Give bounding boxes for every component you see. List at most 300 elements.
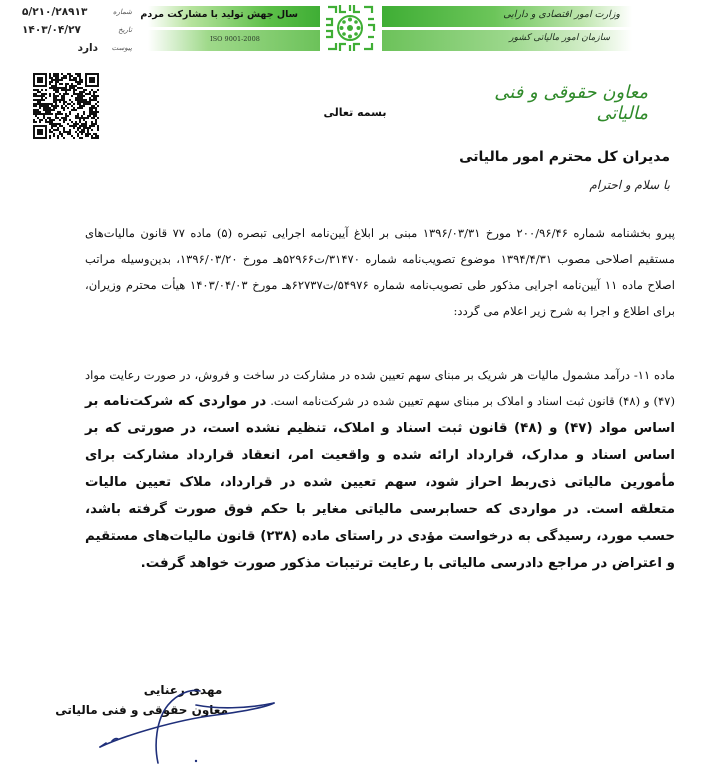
qr-module <box>43 105 45 107</box>
qr-module <box>85 121 87 123</box>
qr-module <box>79 97 81 99</box>
qr-module <box>53 87 55 89</box>
qr-module <box>47 105 49 107</box>
qr-module <box>79 91 81 93</box>
qr-module <box>49 121 51 123</box>
qr-module <box>95 135 97 137</box>
qr-module <box>73 127 75 129</box>
qr-module <box>45 111 47 113</box>
qr-module <box>37 111 39 113</box>
qr-module <box>41 103 43 105</box>
qr-module <box>65 101 67 103</box>
qr-module <box>81 95 83 97</box>
qr-module <box>69 119 71 121</box>
qr-module <box>43 109 45 111</box>
qr-module <box>79 95 81 97</box>
qr-module <box>83 89 85 91</box>
qr-module <box>67 73 69 75</box>
qr-module <box>77 73 79 75</box>
qr-module <box>35 103 37 105</box>
qr-module <box>49 75 51 77</box>
qr-module <box>83 123 85 125</box>
qr-module <box>71 83 73 85</box>
qr-module <box>53 107 55 109</box>
qr-module <box>43 93 45 95</box>
qr-module <box>37 89 39 91</box>
qr-module <box>63 89 65 91</box>
qr-module <box>87 135 89 137</box>
qr-module <box>93 113 95 115</box>
qr-module <box>55 83 57 85</box>
qr-module <box>79 87 81 89</box>
qr-module <box>73 125 75 127</box>
qr-module <box>79 131 81 133</box>
qr-module <box>61 99 63 101</box>
qr-module <box>41 93 43 95</box>
qr-module <box>97 95 99 97</box>
qr-module <box>79 73 81 75</box>
qr-module <box>89 109 91 111</box>
qr-module <box>35 95 37 97</box>
qr-module <box>61 105 63 107</box>
qr-module <box>39 121 41 123</box>
qr-module <box>65 91 67 93</box>
qr-module <box>77 103 79 105</box>
qr-module <box>69 79 71 81</box>
qr-module <box>89 113 91 115</box>
qr-module <box>75 81 77 83</box>
qr-module <box>95 111 97 113</box>
letter-attachment-label: پیوست <box>111 44 132 52</box>
qr-module <box>77 113 79 115</box>
qr-module <box>45 107 47 109</box>
qr-module <box>33 111 35 113</box>
qr-module <box>91 121 93 123</box>
qr-module <box>85 125 87 127</box>
qr-module <box>51 123 53 125</box>
qr-module <box>43 103 45 105</box>
qr-module <box>81 105 83 107</box>
qr-module <box>53 97 55 99</box>
qr-module <box>49 113 51 115</box>
qr-module <box>49 123 51 125</box>
qr-module <box>89 99 91 101</box>
qr-module <box>75 93 77 95</box>
letter-date-value: ۱۴۰۳/۰۴/۲۷ <box>22 24 81 36</box>
qr-module <box>33 113 35 115</box>
qr-module <box>59 133 61 135</box>
qr-module <box>77 107 79 109</box>
qr-module <box>61 133 63 135</box>
letter-number-row <box>22 4 132 20</box>
qr-module <box>53 99 55 101</box>
qr-module <box>97 117 99 119</box>
qr-module <box>81 129 83 131</box>
qr-module <box>71 95 73 97</box>
qr-module <box>51 103 53 105</box>
qr-module <box>73 79 75 81</box>
qr-module <box>51 85 53 87</box>
qr-module <box>55 77 57 79</box>
qr-module <box>51 125 53 127</box>
qr-module <box>95 109 97 111</box>
qr-module <box>91 137 93 139</box>
qr-module <box>81 107 83 109</box>
qr-module <box>77 117 79 119</box>
qr-module <box>35 113 37 115</box>
qr-code-icon[interactable] <box>33 73 99 139</box>
qr-module <box>95 95 97 97</box>
qr-module <box>83 105 85 107</box>
qr-module <box>97 89 99 91</box>
qr-module <box>95 119 97 121</box>
qr-module <box>49 95 51 97</box>
qr-module <box>37 101 39 103</box>
qr-module <box>53 109 55 111</box>
qr-module <box>55 87 57 89</box>
qr-module <box>91 117 93 119</box>
qr-module <box>69 75 71 77</box>
qr-module <box>85 99 87 101</box>
qr-module <box>83 125 85 127</box>
qr-module <box>33 121 35 123</box>
qr-module <box>81 115 83 117</box>
qr-module <box>59 125 61 127</box>
qr-module <box>77 97 79 99</box>
qr-module <box>67 131 69 133</box>
qr-module <box>95 133 97 135</box>
qr-module <box>61 135 63 137</box>
qr-module <box>75 73 77 75</box>
iso-certification: ISO 9001-2008 <box>210 35 260 43</box>
body-paragraph-reference: پیرو بخشنامه شماره ۲۰۰/۹۶/۴۶ مورخ ۱۳۹۶/۰۳/۳۱ مبنی بر ابلاغ آیین‌نامه اجرایی تبصره (۵) ماده ۷۷ قانون مالیات‌های مستقیم اصلاحی مصوب ۱۳۹۴/۴/۳۱ موضوع تصویب‌نامه شماره ۳۱۴۷۰/ت۵۲۹۶۶هـ مورخ ۱۳۹۶/۰۳/۲۰، بدین‌وسیله مراتب اصلاح ماده ۱۱ آیین‌نامه اجرایی مذکور طی تصویب‌نامه شماره ۵۴۹۷۶/ت۶۲۷۳۷هـ مورخ ۱۴۰۳/۰۴/۰۳ هیأت محترم وزیران، برای اطلاع و اجرا به شرح زیر اعلام می گردد: <box>85 226 676 318</box>
qr-module <box>83 129 85 131</box>
qr-module <box>61 73 63 75</box>
qr-module <box>55 123 57 125</box>
qr-module <box>81 99 83 101</box>
qr-module <box>89 115 91 117</box>
handwritten-signature-icon <box>55 675 286 770</box>
qr-module <box>93 117 95 119</box>
qr-module <box>83 95 85 97</box>
qr-module <box>77 123 79 125</box>
qr-module <box>81 81 83 83</box>
qr-module <box>57 81 59 83</box>
qr-module <box>39 95 41 97</box>
qr-module <box>77 81 79 83</box>
qr-module <box>73 107 75 109</box>
qr-module <box>51 127 53 129</box>
qr-module <box>43 117 45 119</box>
qr-module <box>93 105 95 107</box>
qr-module <box>45 89 47 91</box>
qr-module <box>35 121 37 123</box>
qr-module <box>63 99 65 101</box>
qr-module <box>61 107 63 109</box>
qr-module <box>71 125 73 127</box>
qr-module <box>63 129 65 131</box>
qr-module <box>47 121 49 123</box>
qr-module <box>45 121 47 123</box>
qr-module <box>75 97 77 99</box>
qr-module <box>37 91 39 93</box>
qr-module <box>41 113 43 115</box>
qr-module <box>49 81 51 83</box>
qr-module <box>79 121 81 123</box>
qr-module <box>39 105 41 107</box>
qr-module <box>43 113 45 115</box>
qr-module <box>65 113 67 115</box>
year-slogan: سال جهش تولید با مشارکت مردم <box>140 9 298 20</box>
qr-module <box>71 135 73 137</box>
qr-module <box>53 105 55 107</box>
qr-module <box>51 105 53 107</box>
qr-module <box>51 79 53 81</box>
qr-module <box>75 121 77 123</box>
qr-module <box>47 107 49 109</box>
bismillah-heading: بسمه تعالی <box>323 106 387 119</box>
qr-module <box>73 103 75 105</box>
qr-module <box>63 95 65 97</box>
qr-module <box>41 105 43 107</box>
qr-module <box>45 97 47 99</box>
qr-module <box>37 113 39 115</box>
qr-module <box>91 105 93 107</box>
qr-module <box>63 121 65 123</box>
qr-module <box>57 77 59 79</box>
qr-module <box>85 127 87 129</box>
qr-module <box>73 89 75 91</box>
qr-module <box>55 81 57 83</box>
letter-number-label: شماره <box>112 8 132 16</box>
qr-module <box>79 117 81 119</box>
qr-module <box>89 101 91 103</box>
qr-module <box>61 97 63 99</box>
qr-module <box>75 85 77 87</box>
qr-module <box>57 87 59 89</box>
qr-finder-pattern <box>37 129 43 135</box>
qr-module <box>49 73 51 75</box>
qr-module <box>33 119 35 121</box>
qr-module <box>93 91 95 93</box>
qr-module <box>81 97 83 99</box>
qr-module <box>87 93 89 95</box>
qr-module <box>71 85 73 87</box>
qr-module <box>61 113 63 115</box>
qr-module <box>53 85 55 87</box>
qr-module <box>49 87 51 89</box>
qr-module <box>57 79 59 81</box>
qr-module <box>39 91 41 93</box>
qr-module <box>93 99 95 101</box>
qr-module <box>89 97 91 99</box>
qr-module <box>59 131 61 133</box>
qr-module <box>83 131 85 133</box>
qr-module <box>61 117 63 119</box>
qr-module <box>93 125 95 127</box>
qr-module <box>73 91 75 93</box>
qr-module <box>49 137 51 139</box>
qr-module <box>83 99 85 101</box>
qr-module <box>55 105 57 107</box>
qr-module <box>53 123 55 125</box>
qr-module <box>65 131 67 133</box>
qr-module <box>45 109 47 111</box>
qr-module <box>69 87 71 89</box>
qr-module <box>81 91 83 93</box>
qr-module <box>57 137 59 139</box>
qr-module <box>51 113 53 115</box>
qr-module <box>69 85 71 87</box>
qr-module <box>41 97 43 99</box>
qr-module <box>87 115 89 117</box>
qr-module <box>53 79 55 81</box>
qr-module <box>81 131 83 133</box>
qr-module <box>81 137 83 139</box>
qr-module <box>81 123 83 125</box>
qr-module <box>81 93 83 95</box>
qr-module <box>49 103 51 105</box>
qr-module <box>65 93 67 95</box>
qr-module <box>89 91 91 93</box>
qr-module <box>93 97 95 99</box>
qr-module <box>85 123 87 125</box>
qr-module <box>93 137 95 139</box>
qr-module <box>51 77 53 79</box>
qr-module <box>79 105 81 107</box>
qr-module <box>79 101 81 103</box>
qr-module <box>63 103 65 105</box>
qr-module <box>85 135 87 137</box>
qr-module <box>87 103 89 105</box>
qr-module <box>85 89 87 91</box>
qr-module <box>55 79 57 81</box>
qr-module <box>33 99 35 101</box>
qr-module <box>41 99 43 101</box>
qr-module <box>65 105 67 107</box>
qr-module <box>71 75 73 77</box>
qr-module <box>59 101 61 103</box>
qr-module <box>63 117 65 119</box>
qr-module <box>59 119 61 121</box>
qr-module <box>55 99 57 101</box>
qr-module <box>83 127 85 129</box>
qr-module <box>79 125 81 127</box>
article-11-bold-text: در مواردی که شرکت‌نامه بر اساس مواد (۴۷) و (۴۸) قانون ثبت اسناد و املاک، تنظیم نشده است، در صورتی که بر اساس اسناد و مدارک، قرارداد ارائه شده و واقعیت امر، انعقاد قرارداد مشارکت برای مأمورین مالیاتی ذی‌ربط احراز شود، سهم تعیین شده در قرارداد، ملاک تعیین مالیات متعلقه است. در مواردی که حسابرسی مالیاتی مغایر با حکم فوق صورت گرفته باشد، حسب مورد، رسیدگی به درخواست مؤدی در راستای ماده (۲۳۸) قانون مالیات‌های مستقیم و اعتراض در مراجع دادرسی مالیاتی با رعایت ترتیبات مذکور صورت خواهد گرفت. <box>85 394 676 571</box>
qr-module <box>49 117 51 119</box>
qr-module <box>49 93 51 95</box>
qr-module <box>91 123 93 125</box>
qr-module <box>87 133 89 135</box>
qr-module <box>67 83 69 85</box>
qr-module <box>57 111 59 113</box>
qr-module <box>81 125 83 127</box>
qr-module <box>69 111 71 113</box>
qr-module <box>65 89 67 91</box>
qr-module <box>81 79 83 81</box>
qr-module <box>71 87 73 89</box>
qr-module <box>33 95 35 97</box>
qr-module <box>63 87 65 89</box>
qr-module <box>65 77 67 79</box>
qr-module <box>35 105 37 107</box>
qr-module <box>43 107 45 109</box>
qr-module <box>77 83 79 85</box>
qr-module <box>83 101 85 103</box>
qr-module <box>89 111 91 113</box>
qr-module <box>65 117 67 119</box>
qr-module <box>87 127 89 129</box>
qr-module <box>43 115 45 117</box>
qr-module <box>91 111 93 113</box>
qr-module <box>39 119 41 121</box>
qr-module <box>87 101 89 103</box>
qr-module <box>75 77 77 79</box>
qr-module <box>55 75 57 77</box>
qr-module <box>73 93 75 95</box>
qr-module <box>67 103 69 105</box>
qr-module <box>91 99 93 101</box>
qr-module <box>55 95 57 97</box>
tax-organization-emblem-icon <box>322 3 378 53</box>
qr-module <box>95 91 97 93</box>
qr-module <box>77 75 79 77</box>
letter-date-row <box>22 22 132 38</box>
qr-module <box>73 109 75 111</box>
qr-module <box>53 119 55 121</box>
qr-module <box>53 75 55 77</box>
qr-module <box>63 101 65 103</box>
body-paragraph-article-11 <box>85 362 675 577</box>
qr-module <box>49 109 51 111</box>
qr-module <box>33 105 35 107</box>
qr-module <box>49 119 51 121</box>
qr-module <box>37 109 39 111</box>
qr-module <box>57 113 59 115</box>
qr-module <box>73 137 75 139</box>
qr-module <box>83 91 85 93</box>
qr-module <box>65 115 67 117</box>
qr-module <box>53 135 55 137</box>
qr-module <box>95 123 97 125</box>
qr-module <box>95 137 97 139</box>
organization-name: سازمان امور مالیاتی کشور <box>509 33 610 43</box>
handwritten-greeting: با سلام و احترام <box>589 178 670 192</box>
qr-module <box>43 99 45 101</box>
qr-module <box>63 131 65 133</box>
qr-module <box>81 101 83 103</box>
qr-module <box>89 93 91 95</box>
letter-attachment-value: دارد <box>77 42 98 54</box>
qr-module <box>65 119 67 121</box>
qr-module <box>83 103 85 105</box>
qr-module <box>57 95 59 97</box>
qr-module <box>37 95 39 97</box>
qr-module <box>55 129 57 131</box>
qr-module <box>95 115 97 117</box>
qr-module <box>55 73 57 75</box>
qr-module <box>39 103 41 105</box>
qr-module <box>71 121 73 123</box>
qr-module <box>57 123 59 125</box>
qr-module <box>77 127 79 129</box>
qr-module <box>45 119 47 121</box>
qr-module <box>63 107 65 109</box>
signatory-title: معاون حقوقی و فنی مالیاتی <box>55 703 228 717</box>
qr-module <box>89 107 91 109</box>
qr-module <box>47 109 49 111</box>
qr-module <box>59 93 61 95</box>
